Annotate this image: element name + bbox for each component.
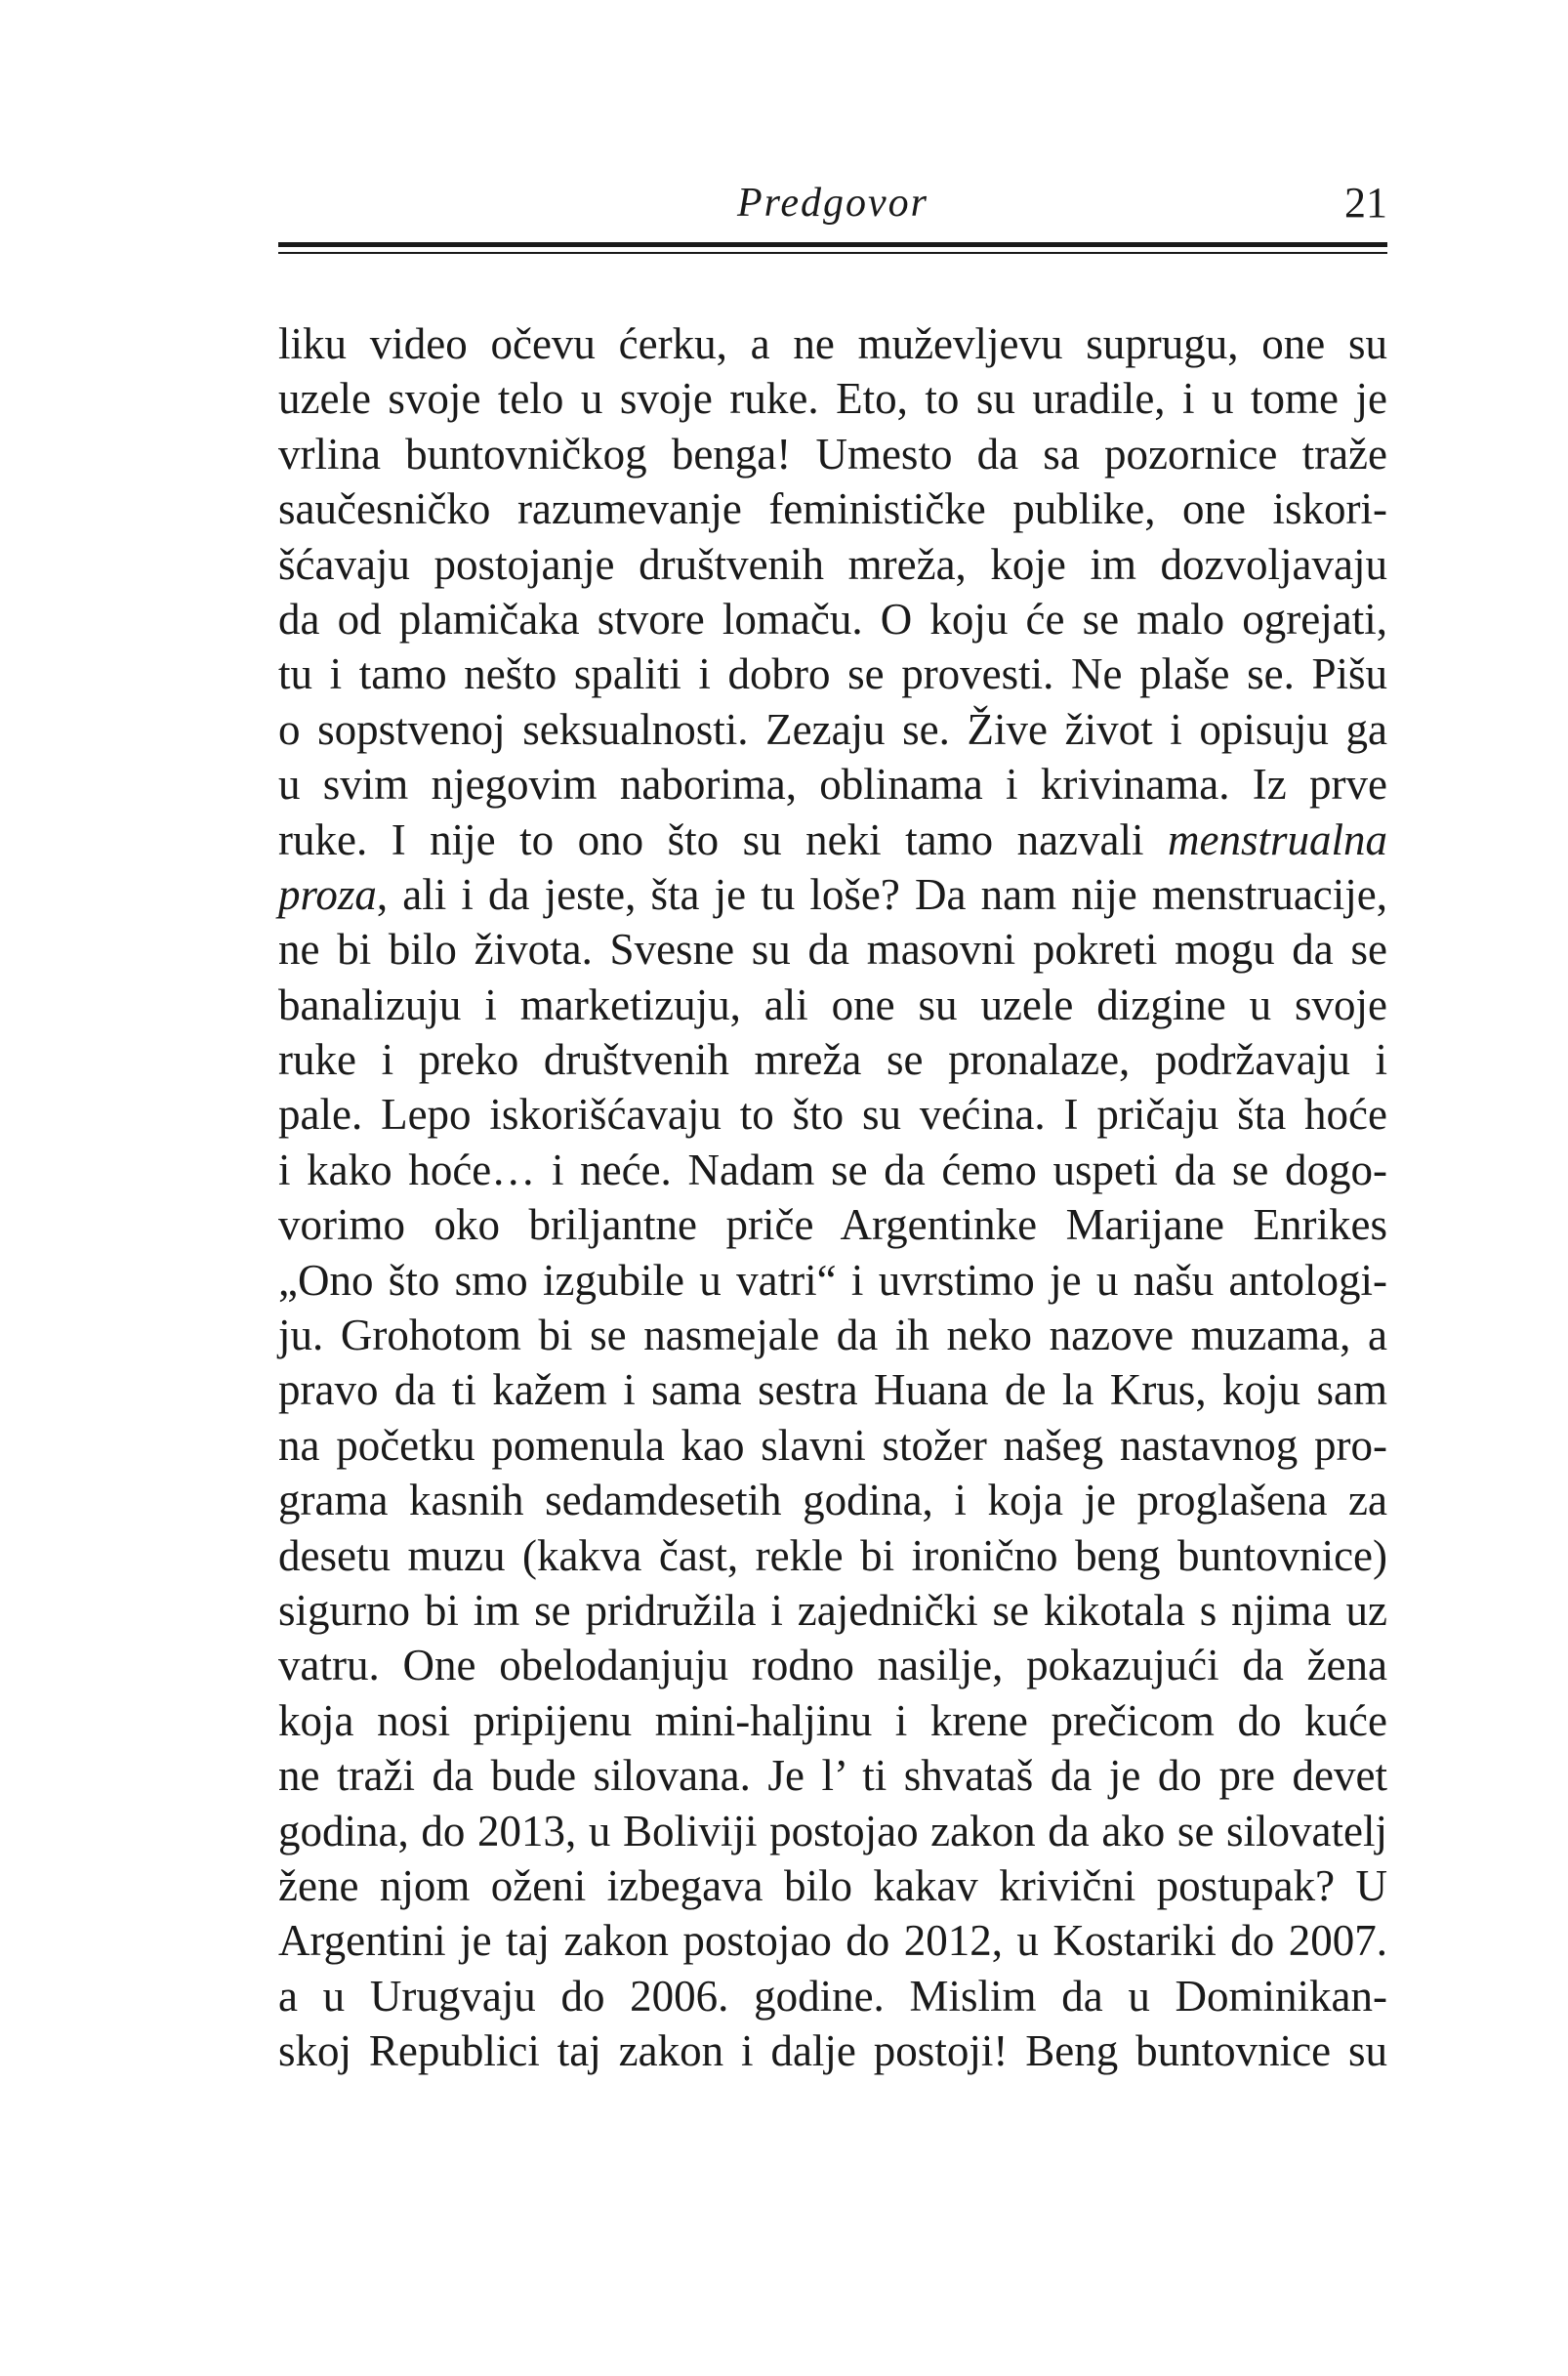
body-text (278, 316, 1387, 2079)
text-line: ju. Grohotom bi se nasmejale da ih neko nazove muzama, a (278, 1311, 1387, 1360)
text-line: vorimo oko briljantne priče Argentinke Marijane Enrikes (278, 1200, 1387, 1250)
text-line: da od plamičaka stvore lomaču. O koju će se malo ogrejati, (278, 594, 1387, 644)
header-rule-thin (278, 252, 1387, 254)
text-line: na početku pomenula kao slavni stožer našeg nastavnog pro- (278, 1420, 1387, 1470)
text-line: pravo da ti kažem i sama sestra Huana de la Krus, koju sam (278, 1365, 1387, 1415)
text-line: skoj Republici taj zakon i dalje postoji! Beng buntovnice su (278, 2026, 1387, 2076)
text-run: ruke. I nije to ono što su neki tamo nazvali (278, 814, 1168, 864)
italic-term: proza (278, 869, 377, 919)
text-run: , ali i da jeste, šta je tu loše? Da nam nije menstruacije, (376, 869, 1387, 919)
text-line: Argentini je taj zakon postojao do 2012, u Kostariki do 2007. (278, 1916, 1387, 1966)
text-line: liku video očevu ćerku, a ne muževljevu suprugu, one su (278, 319, 1387, 368)
text-line: ne bi bilo života. Svesne su da masovni pokreti mogu da se (278, 925, 1387, 975)
text-line: a u Urugvaju do 2006. godine. Mislim da u Dominikan- (278, 1971, 1387, 2021)
text-line: tu i tamo nešto spaliti i dobro se provesti. Ne plaše se. Pišu (278, 649, 1387, 699)
header-double-rule (278, 242, 1387, 256)
page-number: 21 (1344, 179, 1387, 227)
header-rule-thick (278, 242, 1387, 247)
text-line: sigurno bi im se pridružila i zajednički se kikotala s njima uz (278, 1585, 1387, 1635)
text-line: godina, do 2013, u Boliviji postojao zakon da ako se silovatelj (278, 1806, 1387, 1855)
text-line: koja nosi pripijenu mini-haljinu i krene prečicom do kuće (278, 1695, 1387, 1745)
text-line: šćavaju postojanje društvenih mreža, koje im dozvoljavaju (278, 539, 1387, 589)
text-line: vrlina buntovničkog benga! Umesto da sa pozornice traže (278, 429, 1387, 479)
text-line: ne traži da bude silovana. Je l’ ti shvataš da je do pre devet (278, 1751, 1387, 1801)
text-line: i kako hoće… i neće. Nadam se da ćemo uspeti da se dogo- (278, 1145, 1387, 1194)
running-head (278, 174, 1387, 232)
text-line (278, 813, 1387, 867)
text-line: saučesničko razumevanje feminističke publike, one iskori- (278, 484, 1387, 534)
text-line: o sopstvenoj seksualnosti. Zezaju se. Žive život i opisuju ga (278, 704, 1387, 754)
text-line: ruke i preko društvenih mreža se pronalaze, podržavaju i (278, 1035, 1387, 1085)
text-line: „Ono što smo izgubile u vatri“ i uvrstimo je u našu antologi- (278, 1255, 1387, 1305)
italic-term: menstrualna (1168, 814, 1387, 864)
running-title: Predgovor (736, 181, 929, 226)
text-line: desetu muzu (kakva čast, rekle bi ironično beng buntovnice) (278, 1530, 1387, 1580)
text-line: pale. Lepo iskorišćavaju to što su većina. I pričaju šta hoće (278, 1090, 1387, 1140)
text-line: u svim njegovim naborima, oblinama i krivinama. Iz prve (278, 760, 1387, 810)
text-line: vatru. One obelodanjuju rodno nasilje, pokazujući da žena (278, 1641, 1387, 1690)
text-line: uzele svoje telo u svoje ruke. Eto, to su uradile, i u tome je (278, 374, 1387, 424)
text-line: grama kasnih sedamdesetih godina, i koja je proglašena za (278, 1476, 1387, 1525)
text-line (278, 867, 1387, 922)
text-line: banalizuju i marketizuju, ali one su uzele dizgine u svoje (278, 980, 1387, 1029)
text-line: žene njom oženi izbegava bilo kakav krivični postupak? U (278, 1860, 1387, 1910)
